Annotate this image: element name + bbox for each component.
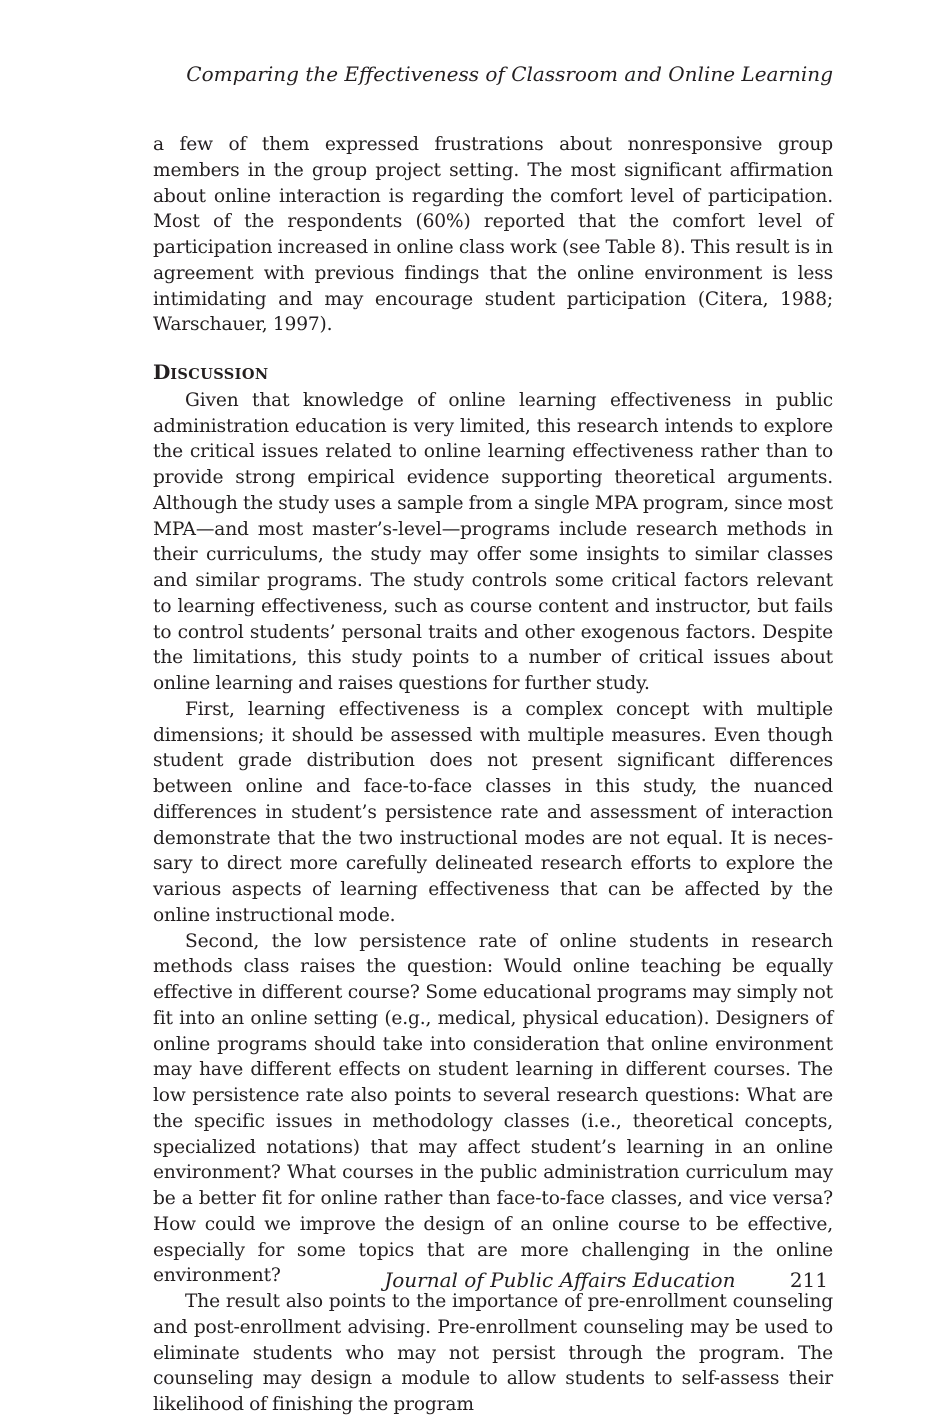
paragraph-continuation: a few of them expressed frustrations about nonresponsive group members in the group project setting. The most significant affirmation about online interaction is regarding the comfort level of participation. Most of the respondents (60%) reported that the comfort level of participation increased in online class work (see Table 8). This result is in agreement with previous findings that the online environment is less intimidating and may encourage student participation (Citera, 1988; Warschauer, 1997). xyxy=(153,134,833,336)
page-number: 211 xyxy=(789,1268,828,1292)
discussion-paragraph-3: Second, the low persistence rate of online students in research methods class raises the question: Would online teaching be equally effective in different course? Some educational programs may simply not fit into an online setting (e.g., medical, physical education). Designers of online programs should take into consideration that online environment may have different effects on student learning in different courses. The low persistence rate also points to several research questions: What are the specific issues in methodology classes (i.e., theoretical concepts, specialized notations) that may affect student’s learning in an online environment? What courses in the public administration curriculum may be a better fit for online rather than face-to-face classes, and vice versa? How could we improve the design of an online course to be effective, especially for some topics that are more challenging in the online environment? xyxy=(153,930,833,1287)
discussion-paragraph-2: First, learning effectiveness is a complex concept with multiple dimensions; it should be assessed with multiple measures. Even though student grade distribution does not present significant differences between online and face-to-face classes in this study, the nuanced differences in student’s persistence rate and assessment of interaction demonstrate that the two instructional modes are not equal. It is neces-sary to direct more carefully delineated research efforts to explore the various aspects of learning effectiveness that can be affected by the online instructional mode. xyxy=(153,698,833,926)
discussion-paragraph-1: Given that knowledge of online learning effectiveness in public administration education is very limited, this research intends to explore the critical issues related to online learning effectiveness rather than to provide strong empirical evidence supporting theoretical arguments. Although the study uses a sample from a single MPA program, since most MPA—and most master’s-level—programs include research methods in their curriculums, the study may offer some insights to similar classes and similar programs. The study controls some critical factors relevant to learning effectiveness, such as course content and instructor, but fails to control students’ personal traits and other exogenous factors. Despite the limitations, this study points to a number of critical issues about online learning and raises questions for further study. xyxy=(153,389,833,694)
page-footer xyxy=(384,1268,828,1292)
section-heading-discussion xyxy=(153,360,833,388)
discussion-paragraph-4: The result also points to the importance of pre-enrollment counseling and post-enrollment advising. Pre-enrollment counseling may be used to eliminate students who may not persist through the program. The counseling may design a module to allow students to self-assess their likelihood of finishing the program xyxy=(153,1291,833,1415)
heading-initial: D xyxy=(153,360,171,384)
article-body xyxy=(153,132,833,1418)
heading-rest: ISCUSSION xyxy=(170,366,269,383)
journal-title: Journal of Public Affairs Education xyxy=(384,1268,736,1292)
running-header: Comparing the Effectiveness of Classroom and Online Learning xyxy=(186,62,833,86)
